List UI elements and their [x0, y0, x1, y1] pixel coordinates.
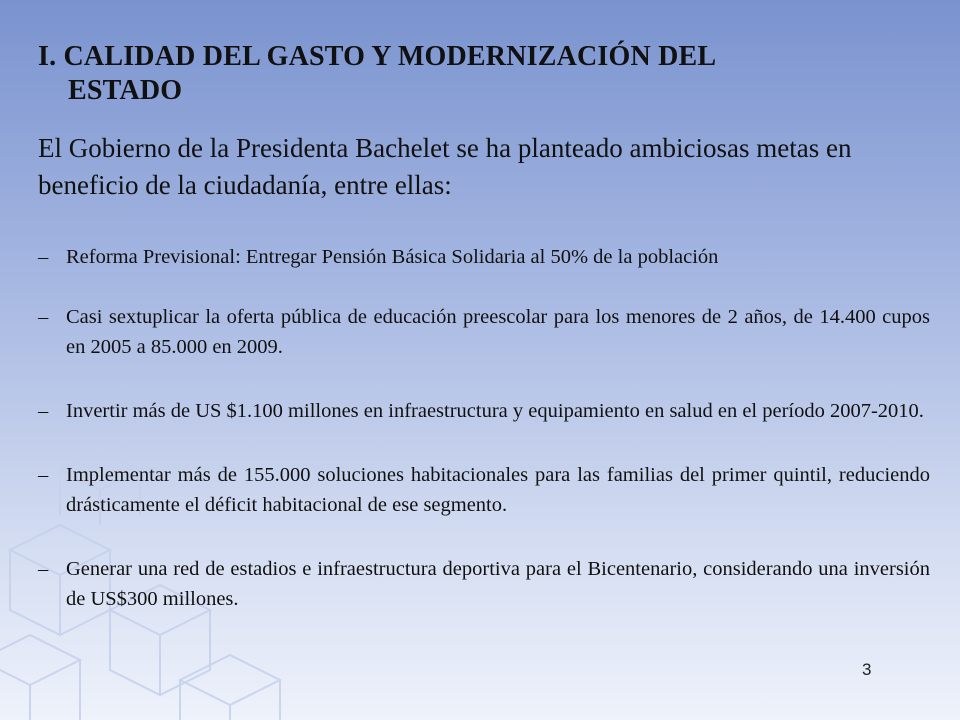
- bullet-dash: –: [38, 558, 49, 580]
- goal-text: Implementar más de 155.000 soluciones habitacionales para las familias del primer quintil, reduciendo drásticamente el déficit habitacional de ese segmento.: [66, 464, 930, 516]
- goal-item: [38, 460, 930, 520]
- goal-text: Generar una red de estadios e infraestructura deportiva para el Bicentenario, considerando una inversión de US$300 millones.: [66, 558, 930, 610]
- goal-item: [38, 396, 930, 426]
- slide-title-line-1: I. CALIDAD DEL GASTO Y MODERNIZACIÓN DEL: [38, 41, 717, 72]
- goal-item: [38, 554, 930, 614]
- goal-item: [38, 302, 930, 362]
- slide-title-line-2: ESTADO: [68, 75, 183, 106]
- bullet-dash: –: [38, 246, 49, 268]
- bullet-dash: –: [38, 306, 49, 328]
- slide-title: [38, 40, 918, 108]
- goal-text: Invertir más de US $1.100 millones en infraestructura y equipamiento en salud en el período 2007-2010.: [66, 400, 924, 422]
- page-number: 3: [862, 660, 872, 679]
- intro-paragraph: El Gobierno de la Presidenta Bachelet se ha planteado ambiciosas metas en beneficio de la ciudadanía, entre ellas:: [38, 133, 852, 200]
- goal-text: Casi sextuplicar la oferta pública de educación preescolar para los menores de 2 años, de 14.400 cupos en 2005 a 85.000 en 2009.: [66, 306, 930, 358]
- bullet-dash: –: [38, 464, 49, 486]
- bullet-dash: –: [38, 400, 49, 422]
- goal-text: Reforma Previsional: Entregar Pensión Básica Solidaria al 50% de la población: [66, 246, 719, 268]
- goals-list: [38, 242, 930, 648]
- goal-item: [38, 242, 930, 272]
